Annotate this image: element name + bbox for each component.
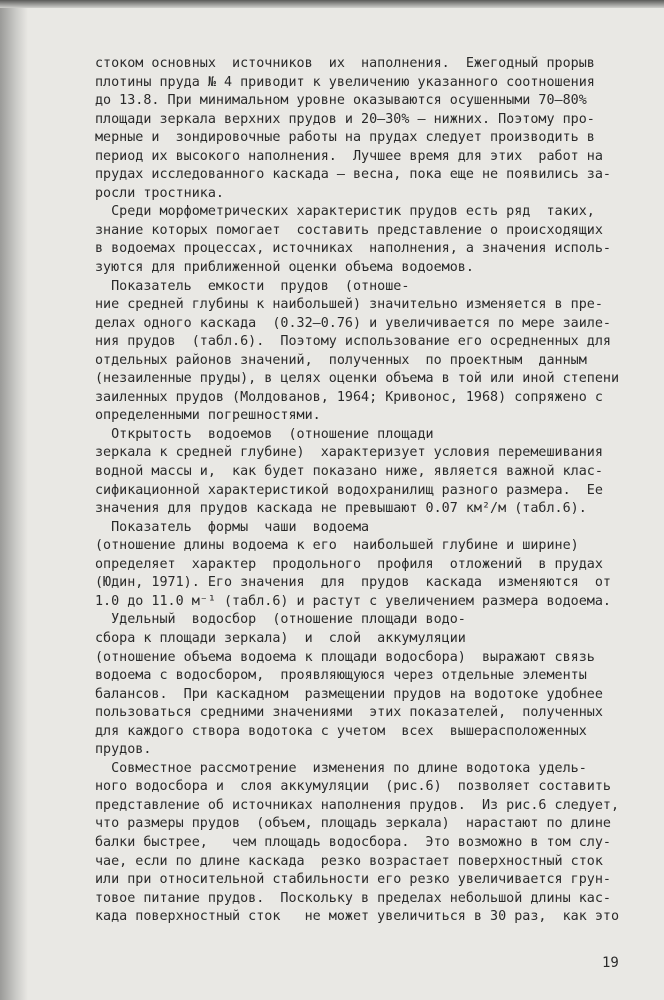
text-line: знание которых помогает составить представление о происходящих (95, 222, 603, 238)
text-line: када поверхностный сток не может увеличиться в 30 раз, как это (95, 909, 620, 925)
text-line: (незаиленные пруды), в целях оценки объема в той или иной степени (95, 371, 620, 387)
page-number: 19 (602, 955, 619, 971)
text-line: Открытость водоемов (отношение площади (95, 426, 434, 442)
text-line: значения для прудов каскада не превышают 0.07 км²/м (табл.6). (95, 501, 587, 517)
text-line: зуются для приближенной оценки объема водоемов. (95, 260, 474, 276)
text-line: балки быстрее, чем площадь водосбора. Это возможно в том слу- (95, 834, 611, 850)
text-line: до 13.8. При минимальном уровне оказываются осушенными 70–80% (95, 93, 587, 109)
text-line: площади зеркала верхних прудов и 20–30% – нижних. Поэтому про- (95, 111, 595, 127)
text-line: пользоваться средними значениями этих показателей, полученных (95, 705, 603, 721)
text-line: прудов. (95, 742, 152, 758)
scan-top-edge-shadow (0, 0, 664, 8)
text-line: 1.0 до 11.0 м⁻¹ (табл.6) и растут с увеличением размера водоема. (95, 593, 611, 609)
text-line: Удельный водосбор (отношение площади водо- (95, 612, 466, 628)
text-line: (отношение объема водоема к площади водосбора) выражают связь (95, 649, 595, 665)
scan-left-edge-shadow (0, 0, 28, 1000)
text-line: период их высокого наполнения. Лучшее время для этих работ на (95, 148, 603, 164)
text-line: заиленных прудов (Молдованов, 1964; Кривонос, 1968) сопряжено с (95, 389, 603, 405)
text-line: отдельных районов значений, полученных по проектным данным (95, 352, 587, 368)
text-line: товое питание прудов. Поскольку в пределах небольшой длины кас- (95, 890, 611, 906)
text-line: сбора к площади зеркала) и слой аккумуляции (95, 630, 466, 646)
text-line: ние средней глубины к наибольшей) значительно изменяется в пре- (95, 297, 603, 313)
text-line: в водоемах процессах, источниках наполнения, а значения исполь- (95, 241, 611, 257)
text-line: или при относительной стабильности его резко увеличивается грун- (95, 872, 611, 888)
text-line: сификационной характеристикой водохранилищ разного размера. Ее (95, 482, 603, 498)
text-line: Показатель формы чаши водоема (95, 519, 370, 535)
text-line: делах одного каскада (0.32–0.76) и увеличивается по мере заиле- (95, 315, 611, 331)
text-line: чае, если по длине каскада резко возрастает поверхностный сток (95, 853, 603, 869)
text-line: ния прудов (табл.6). Поэтому использование его осредненных для (95, 334, 611, 350)
text-line: балансов. При каскадном размещении прудов на водотоке удобнее (95, 686, 603, 702)
text-line: определенными погрешностями. (95, 408, 321, 424)
text-line: представление об источниках наполнения прудов. Из рис.6 следует, (95, 797, 620, 813)
text-line: (Юдин, 1971). Его значения для прудов каскада изменяются от (95, 575, 611, 591)
text-line: Показатель емкости прудов (отноше- (95, 278, 410, 294)
text-line: Среди морфометрических характеристик прудов есть ряд таких, (95, 204, 595, 220)
text-line: Совместное рассмотрение изменения по длине водотока удель- (95, 760, 587, 776)
text-line: мерные и зондировочные работы на прудах следует производить в (95, 130, 595, 146)
text-line: стоком основных источников их наполнения. Ежегодный прорыв (95, 56, 595, 71)
text-line: водной массы и, как будет показано ниже, является важной клас- (95, 464, 603, 480)
text-line: для каждого створа водотока с учетом всех вышерасположенных (95, 723, 587, 739)
text-line: прудах исследованного каскада – весна, пока еще не появились за- (95, 167, 611, 183)
text-line: плотины пруда № 4 приводит к увеличению указанного соотношения (95, 74, 595, 90)
text-line: водоема с водосбором, проявляющуюся через отдельные элементы (95, 668, 587, 684)
text-line: росли тростника. (95, 185, 224, 201)
text-line: (отношение длины водоема к его наибольшей глубине и ширине) (95, 538, 579, 554)
text-line: ного водосбора и слоя аккумуляции (рис.6) позволяет составить (95, 779, 611, 795)
page-text-block (95, 55, 625, 927)
text-line: зеркала к средней глубине) характеризует условия перемешивания (95, 445, 603, 461)
text-line: что размеры прудов (объем, площадь зеркала) нарастают по длине (95, 816, 611, 832)
text-line: определяет характер продольного профиля отложений в прудах (95, 556, 603, 572)
